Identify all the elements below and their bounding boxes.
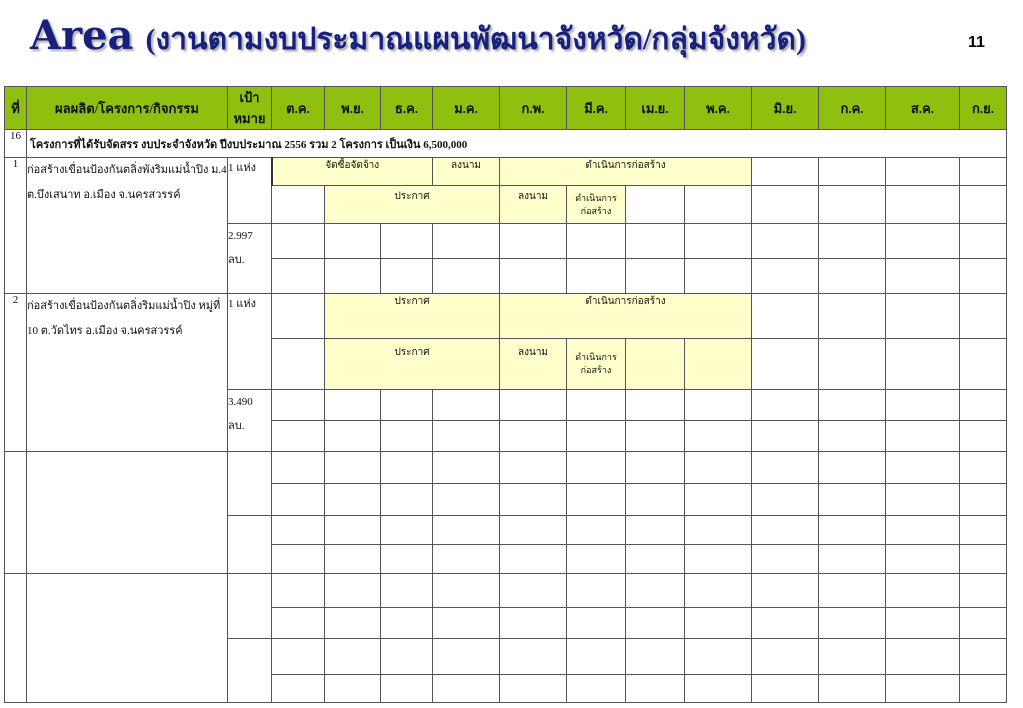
p2-target-qty: 1 แห่ง [228,294,272,390]
cell [272,390,325,421]
cell [819,516,886,545]
cell [886,675,960,703]
cell [819,339,886,390]
cell [685,224,752,259]
cell [960,608,1007,639]
cell [433,390,500,421]
cell [325,452,381,484]
cell [819,574,886,608]
p1-no: 1 [5,158,27,294]
cell [500,675,567,703]
cell [381,608,433,639]
cell [325,675,381,703]
col-header-sep: ก.ย. [960,87,1007,130]
p1-target-qty: 1 แห่ง [228,158,272,224]
cell [381,259,433,294]
cell [886,259,960,294]
cell [886,545,960,574]
p2-name: ก่อสร้างเขื่อนป้องกันตลิ่งริมแม่น้ำปิง หมู่ที่ 10 ต.วัดไทร อ.เมือง จ.นครสวรรค์ [27,294,228,452]
cell [819,294,886,339]
cell [325,259,381,294]
cell [685,516,752,545]
cell [626,421,685,452]
cell [228,639,272,703]
cell [819,158,886,186]
cell [819,545,886,574]
col-header-may: พ.ค. [685,87,752,130]
cell [567,452,626,484]
cell [567,516,626,545]
empty-row [5,574,1007,608]
summary-no: 16 [5,130,27,158]
cell [433,421,500,452]
cell [433,608,500,639]
cell [886,639,960,675]
cell [752,421,819,452]
cell [325,421,381,452]
cell [433,545,500,574]
cell [626,390,685,421]
cell [886,484,960,516]
cell [325,608,381,639]
title-subtitle: (งานตามงบประมาณแผนพัฒนาจังหวัด/กลุ่มจังหวัด) [145,23,806,56]
cell [626,452,685,484]
cell [500,421,567,452]
col-header-jul: ก.ค. [819,87,886,130]
cell [960,339,1007,390]
cell [325,390,381,421]
p2-plan-build-bar: ดำเนินการก่อสร้าง [500,294,752,339]
cell [685,675,752,703]
cell [886,158,960,186]
cell [819,224,886,259]
col-header-target: เป้าหมาย [228,87,272,130]
cell [960,294,1007,339]
cell [500,608,567,639]
cell [381,484,433,516]
cell [886,421,960,452]
cell [685,339,752,390]
cell [228,452,272,516]
cell [567,421,626,452]
cell [272,675,325,703]
cell [567,608,626,639]
cell [272,516,325,545]
cell [272,421,325,452]
p2-plan-announce-bar: ประกาศ [325,294,500,339]
cell [5,574,27,703]
cell [567,224,626,259]
cell [960,390,1007,421]
cell [433,639,500,675]
cell [626,574,685,608]
cell [325,545,381,574]
cell [752,639,819,675]
cell [272,639,325,675]
cell [500,452,567,484]
cell [433,452,500,484]
p2-actual-announce-bar: ประกาศ [325,339,500,390]
cell [886,452,960,484]
p1-actual-sign-bar: ลงนาม [500,186,567,224]
cell [752,186,819,224]
cell [960,675,1007,703]
cell [752,158,819,186]
cell [381,452,433,484]
cell [886,608,960,639]
cell [500,545,567,574]
cell [960,639,1007,675]
cell [819,390,886,421]
cell [626,259,685,294]
col-header-mar: มี.ค. [567,87,626,130]
col-header-oct: ต.ค. [272,87,325,130]
cell [960,421,1007,452]
cell [752,339,819,390]
cell [960,259,1007,294]
cell [433,224,500,259]
cell [433,259,500,294]
cell [886,224,960,259]
cell [819,421,886,452]
col-header-no: ที่ [5,87,27,130]
cell [381,639,433,675]
p2-plan-row [5,294,1007,339]
header-row [5,87,1007,130]
col-header-jan: ม.ค. [433,87,500,130]
cell [381,516,433,545]
schedule-table [4,86,1007,703]
cell [685,186,752,224]
cell [960,484,1007,516]
cell [886,516,960,545]
cell [626,339,685,390]
p1-plan-row [5,158,1007,186]
cell [886,339,960,390]
p1-actual-build-bar: ดำเนินการก่อสร้าง [567,186,626,224]
cell [752,516,819,545]
cell [819,186,886,224]
cell [752,574,819,608]
cell [752,452,819,484]
cell [752,484,819,516]
cell [500,259,567,294]
cell [500,516,567,545]
cell [500,574,567,608]
cell [685,484,752,516]
cell [752,259,819,294]
cell [381,224,433,259]
cell [960,545,1007,574]
cell [325,639,381,675]
summary-text: โครงการที่ได้รับจัดสรร งบประจำจังหวัด ปีงบประมาณ 2556 รวม 2 โครงการ เป็นเงิน 6,500,000 [27,130,1007,158]
cell [685,574,752,608]
p2-budget: 3.490 ลบ. [228,390,272,452]
cell [626,608,685,639]
col-header-dec: ธ.ค. [381,87,433,130]
title-main: Area [30,12,134,59]
cell [381,390,433,421]
p1-plan-sign-bar: ลงนาม [433,158,500,186]
cell [272,452,325,484]
summary-row [5,130,1007,158]
cell [886,186,960,224]
cell [685,421,752,452]
cell [819,452,886,484]
p1-plan-build-bar: ดำเนินการก่อสร้าง [500,158,752,186]
cell [626,639,685,675]
cell [886,390,960,421]
cell [228,574,272,639]
cell [5,452,27,574]
cell [819,608,886,639]
cell [228,516,272,574]
p2-no: 2 [5,294,27,452]
cell [752,675,819,703]
cell [381,574,433,608]
cell [819,639,886,675]
cell [433,574,500,608]
cell [886,574,960,608]
cell [960,158,1007,186]
page-number: 11 [968,34,985,51]
cell [819,259,886,294]
cell [960,574,1007,608]
cell [325,574,381,608]
cell [626,484,685,516]
p2-actual-build-bar: ดำเนินการก่อสร้าง [567,339,626,390]
cell [819,484,886,516]
cell [27,574,228,703]
col-header-nov: พ.ย. [325,87,381,130]
cell [272,545,325,574]
cell [567,545,626,574]
cell [752,224,819,259]
cell [325,516,381,545]
cell [752,608,819,639]
cell [685,545,752,574]
cell [272,608,325,639]
cell [626,675,685,703]
cell [567,675,626,703]
col-header-project: ผลผลิต/โครงการ/กิจกรรม [27,87,228,130]
cell [819,675,886,703]
col-header-aug: ส.ค. [886,87,960,130]
cell [960,186,1007,224]
cell [500,484,567,516]
cell [272,484,325,516]
cell [567,484,626,516]
cell [960,224,1007,259]
col-header-feb: ก.พ. [500,87,567,130]
cell [381,675,433,703]
cell [325,484,381,516]
cell [886,294,960,339]
cell [500,639,567,675]
cell [685,639,752,675]
cell [626,186,685,224]
cell [567,574,626,608]
cell [381,545,433,574]
cell [27,452,228,574]
cell [433,484,500,516]
cell [325,224,381,259]
cell [500,390,567,421]
cell [567,390,626,421]
cell [752,545,819,574]
cell [272,259,325,294]
cell [433,516,500,545]
col-header-apr: เม.ย. [626,87,685,130]
cell [567,259,626,294]
cell [433,675,500,703]
empty-row [5,452,1007,484]
cell [752,390,819,421]
cell [567,639,626,675]
cell [626,516,685,545]
cell [685,608,752,639]
p1-plan-procure-bar: จัดซื้อจัดจ้าง [272,158,433,186]
cell [381,421,433,452]
cell [752,294,819,339]
p1-actual-announce-bar: ประกาศ [325,186,500,224]
cell [685,390,752,421]
cell [272,294,325,339]
p1-budget: 2.997 ลบ. [228,224,272,294]
p1-name: ก่อสร้างเขื่อนป้องกันตลิ่งพังริมแม่น้ำปิง ม.4 ต.บึงเสนาท อ.เมือง จ.นครสวรรค์ [27,158,228,294]
cell [960,516,1007,545]
p2-actual-sign-bar: ลงนาม [500,339,567,390]
cell [272,574,325,608]
cell [685,452,752,484]
cell [685,259,752,294]
slide-title [30,12,806,63]
cell [626,224,685,259]
cell [626,545,685,574]
col-header-jun: มิ.ย. [752,87,819,130]
cell [272,224,325,259]
cell [272,186,325,224]
cell [960,452,1007,484]
cell [500,224,567,259]
cell [272,339,325,390]
